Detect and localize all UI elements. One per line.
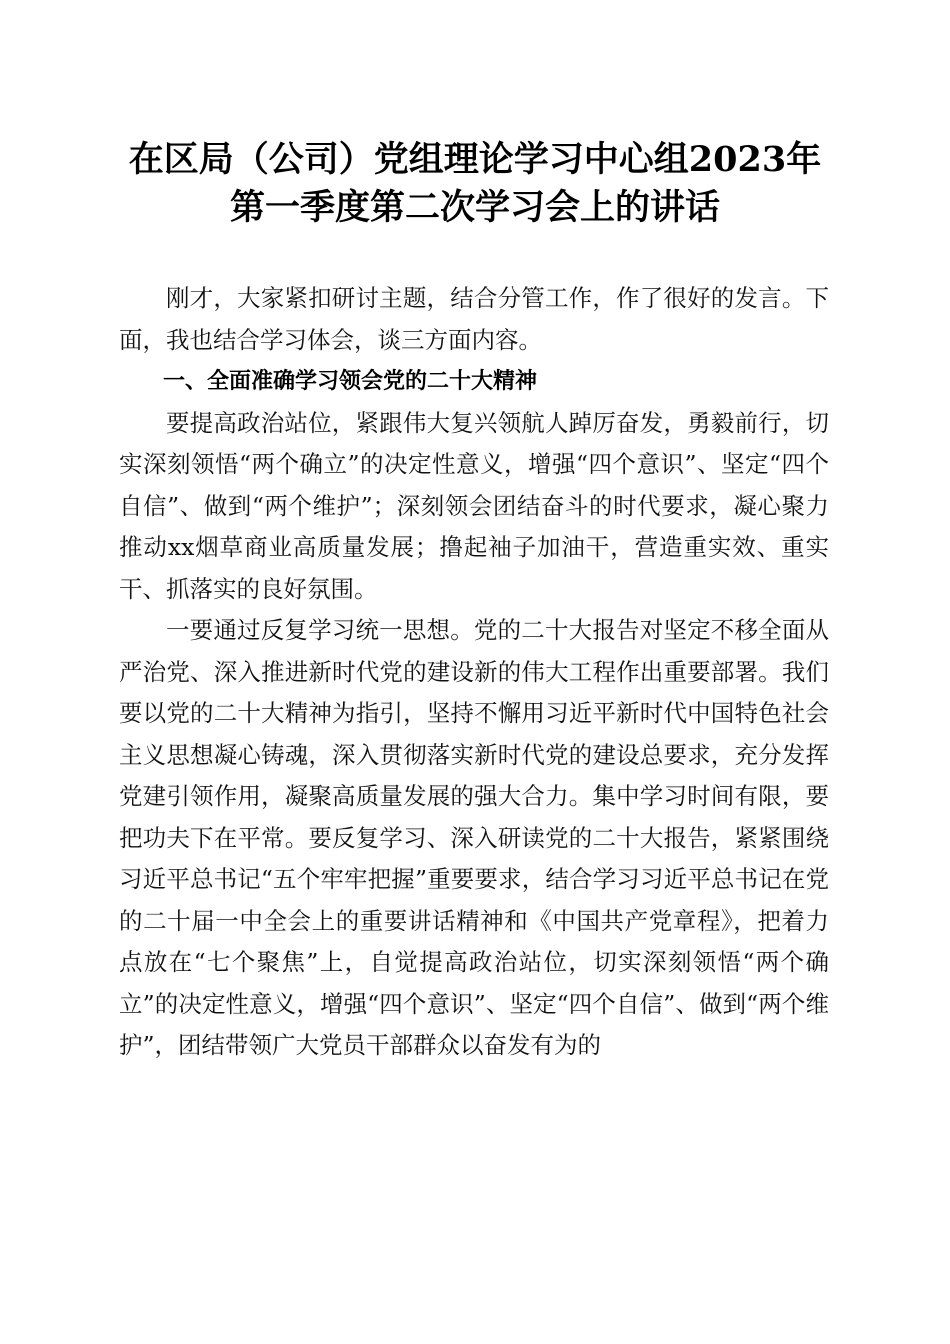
section-1-paragraph-1: 要提高政治站位，紧跟伟大复兴领航人踔厉奋发，勇毅前行，切实深刻领悟“两个确立”的决定性意义，增强“四个意识”、坚定“四个自信”、做到“两个维护”；深刻领会团结奋斗的时代要求，凝心聚力推动xx烟草商业高质量发展；撸起袖子加油干，营造重实效、重实干、抓落实的良好氛围。 bbox=[119, 408, 829, 603]
document-title-line-1: 在区局（公司）党组理论学习中心组2023年 bbox=[128, 139, 822, 180]
section-1-paragraph-2: 一要通过反复学习统一思想。党的二十大报告对坚定不移全面从严治党、深入推进新时代党的建设新的伟大工程作出重要部署。我们要以党的二十大精神为指引，坚持不懈用习近平新时代中国特色社会主义思想凝心铸魂，深入贯彻落实新时代党的建设总要求，充分发挥党建引领作用，凝聚高质量发展的强大合力。集中学习时间有限，要把功夫下在平常。要反复学习、深入研读党的二十大报告，紧紧围绕习近平总书记“五个牢牢把握”重要要求，结合学习习近平总书记在党的二十届一中全会上的重要讲话精神和《中国共产党章程》，把着力点放在“七个聚焦”上，自觉提高政治站位，切实深刻领悟“两个确立”的决定性意义，增强“四个意识”、坚定“四个自信”、做到“两个维护”，团结带领广大党员干部群众以奋发有为的 bbox=[119, 616, 829, 1059]
document-body bbox=[119, 278, 829, 1067]
document-title-line-2: 第一季度第二次学习会上的讲话 bbox=[229, 187, 720, 228]
section-heading-1: 一、全面准确学习领会党的二十大精神 bbox=[163, 369, 538, 394]
opening-paragraph: 刚才，大家紧扣研讨主题，结合分管工作，作了很好的发言。下面，我也结合学习体会，谈三方面内容。 bbox=[119, 284, 829, 354]
